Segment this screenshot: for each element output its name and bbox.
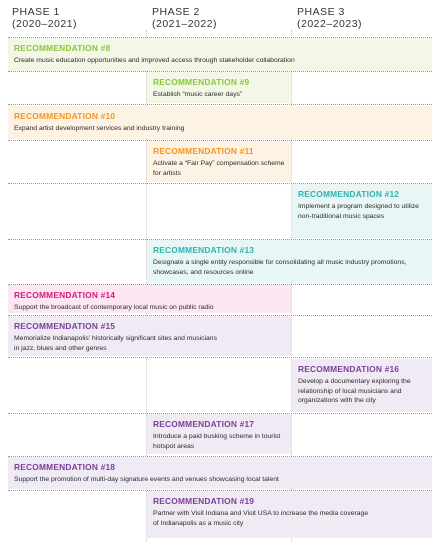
recommendation-9	[147, 72, 291, 103]
recommendation-text: Introduce a paid busking scheme in tourist hotspot areas	[153, 433, 281, 450]
recommendation-14	[8, 285, 291, 313]
phase-2-header	[152, 6, 217, 30]
row-separator	[8, 183, 432, 184]
recommendation-label: RECOMMENDATION #12	[298, 189, 400, 199]
row-separator	[8, 315, 432, 316]
recommendation-17	[147, 414, 291, 454]
recommendation-8	[8, 38, 432, 71]
phase-1-years: (2020–2021)	[12, 18, 78, 30]
recommendation-13	[147, 240, 432, 283]
row-separator	[8, 284, 432, 285]
row-separator	[8, 456, 432, 457]
recommendation-19	[147, 491, 432, 538]
recommendation-11	[147, 141, 291, 182]
recommendation-text: Establish “music career days”	[153, 91, 243, 98]
recommendation-text: Memorialize Indianapolis’ historically significant sites and musicians in jazz, blues and other genres	[14, 335, 217, 352]
recommendation-label: RECOMMENDATION #8	[14, 43, 111, 53]
row-separator	[8, 71, 432, 72]
recommendation-15	[8, 316, 291, 356]
phase-3-name: PHASE 3	[297, 6, 345, 18]
recommendation-10	[8, 106, 432, 139]
recommendation-text: Create music education opportunities and improved access through stakeholder collaboration	[14, 57, 295, 64]
recommendation-label: RECOMMENDATION #17	[153, 419, 255, 429]
recommendation-label: RECOMMENDATION #19	[153, 496, 255, 506]
phase-1-name: PHASE 1	[12, 6, 60, 18]
phase-3-years: (2022–2023)	[297, 18, 363, 30]
row-separator	[8, 140, 432, 141]
phase-1-header	[12, 6, 77, 30]
recommendation-label: RECOMMENDATION #16	[298, 364, 400, 374]
recommendation-text: Expand artist development services and industry training	[14, 125, 185, 132]
recommendation-label: RECOMMENDATION #18	[14, 462, 116, 472]
phase-3-header	[297, 6, 362, 30]
recommendation-text: Support the broadcast of contemporary local music on public radio	[14, 304, 214, 311]
recommendation-text: Develop a documentary exploring the relationship of local musicians and organizations with the city	[298, 378, 411, 404]
recommendation-text: Designate a single entity responsible for consolidating all music industry promotions, showcases, and resources online	[153, 259, 407, 276]
row-separator	[8, 239, 432, 240]
phase-2-years: (2021–2022)	[152, 18, 218, 30]
recommendation-text: Implement a program designed to utilize non-traditional music spaces	[298, 203, 419, 220]
recommendation-label: RECOMMENDATION #10	[14, 111, 116, 121]
recommendation-text: Activate a “Fair Pay” compensation scheme for artists	[153, 160, 285, 177]
recommendation-label: RECOMMENDATION #14	[14, 290, 116, 300]
row-separator	[8, 104, 432, 105]
row-separator	[8, 357, 432, 358]
recommendation-label: RECOMMENDATION #11	[153, 146, 254, 156]
row-separator	[8, 490, 432, 491]
recommendation-16	[292, 359, 432, 412]
recommendation-text: Partner with Visit Indiana and Visit USA to increase the media coverage of Indianapolis as a music city	[153, 510, 369, 527]
row-separator	[8, 413, 432, 414]
recommendation-12	[292, 184, 432, 238]
recommendation-18	[8, 457, 432, 489]
row-separator	[8, 37, 432, 38]
recommendation-label: RECOMMENDATION #15	[14, 321, 116, 331]
recommendation-label: RECOMMENDATION #13	[153, 245, 255, 255]
recommendation-text: Support the promotion of multi-day signature events and venues showcasing local talent	[14, 476, 279, 483]
recommendation-label: RECOMMENDATION #9	[153, 77, 250, 87]
phase-2-name: PHASE 2	[152, 6, 200, 18]
